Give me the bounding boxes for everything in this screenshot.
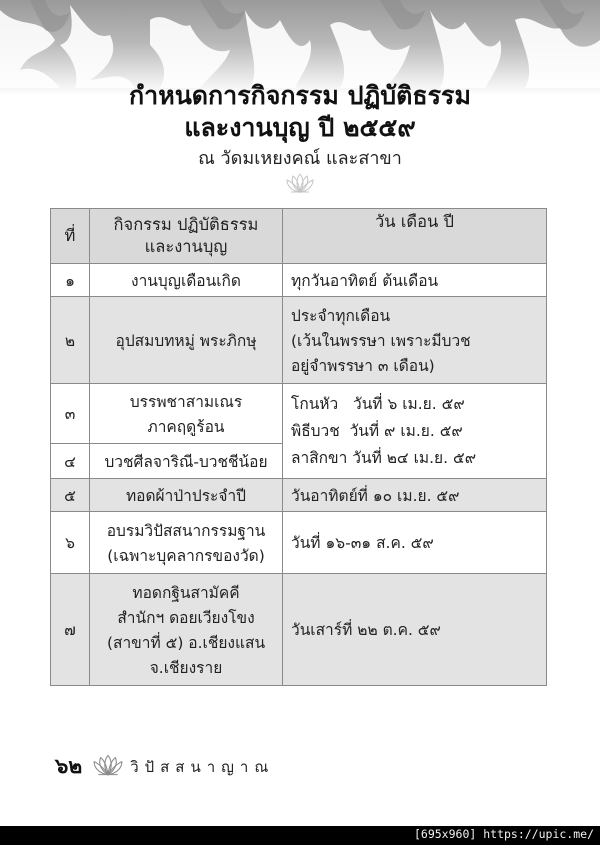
activity-text: ทอดผ้าป่าประจำปี [125,486,247,505]
activity-cell [90,479,283,512]
lotus-icon [285,172,315,198]
header-activity [90,209,283,264]
header-date: วัน เดือน ปี [283,209,547,264]
date-text: วันที่ ๑๖-๓๑ ส.ค. ๕๙ [291,534,434,552]
activity-text: สำนักฯ ดอยเวียงโขง [117,608,255,627]
activity-text: อุปสมบทหมู่ พระภิกษุ [115,331,257,350]
table-row [51,384,547,444]
page-footer [55,750,274,783]
activity-cell [90,444,283,479]
activity-cell [90,264,283,297]
book-title: วิปัสสนาญาณ [130,757,275,776]
activity-text: อบรมวิปัสสนากรรมฐาน [106,521,266,540]
row-number: ๑ [51,264,90,297]
row-number: ๖ [51,512,90,574]
date-text: วันเสาร์ที่ ๒๒ ต.ค. ๕๙ [291,621,441,639]
title-block [0,80,600,172]
activity-cell [90,384,283,444]
table-row [51,297,547,384]
header-activity-line-2: และงานบุญ [144,237,228,256]
activity-cell [90,574,283,686]
row-number: ๕ [51,479,90,512]
schedule-table [50,208,547,686]
table-row [51,479,547,512]
date-cell-merged [283,384,547,479]
date-cell [283,479,547,512]
page-title-line-1: กำหนดการกิจกรรม ปฏิบัติธรรม [129,81,471,110]
lotus-icon [92,753,124,781]
table-row [51,512,547,574]
date-cell [283,264,547,297]
date-text: ลาสิกขา วันที่ ๒๔ เม.ย. ๕๙ [291,448,477,467]
date-text: ทุกวันอาทิตย์ ต้นเดือน [291,271,439,290]
date-cell [283,512,547,574]
table-row [51,574,547,686]
row-number: ๔ [51,444,90,479]
row-number: ๒ [51,297,90,384]
table-header-row [51,209,547,264]
row-number: ๓ [51,384,90,444]
page-number: ๖๒ [55,754,83,778]
date-cell [283,574,547,686]
activity-cell [90,512,283,574]
activity-text: (เฉพาะบุคลากรของวัด) [107,546,265,565]
activity-text: งานบุญเดือนเกิด [131,271,241,290]
activity-cell [90,297,283,384]
date-text: พิธีบวช วันที่ ๙ เม.ย. ๕๙ [291,421,463,440]
date-text: อยู่จำพรรษา ๓ เดือน) [291,356,435,375]
page-title-line-2: และงานบุญ ปี ๒๕๕๙ [184,113,416,142]
date-cell [283,297,547,384]
image-watermark: [695x960] https://upic.me/ [413,827,594,841]
activity-text: ทอดกฐินสามัคคี [132,583,240,602]
row-number: ๗ [51,574,90,686]
activity-text: บวชศีลจาริณี-บวชชีน้อย [104,452,268,471]
date-text: โกนหัว วันที่ ๖ เม.ย. ๕๙ [291,394,465,413]
activity-text: ภาคฤดูร้อน [147,417,225,436]
activity-text: จ.เชียงราย [149,658,223,677]
header-no: ที่ [51,209,90,264]
table-row [51,264,547,297]
activity-text: บรรพชาสามเณร [129,392,243,411]
page-subtitle: ณ วัดมเหยงคณ์ และสาขา [198,148,402,169]
date-text: (เว้นในพรรษา เพราะมีบวช [291,331,471,350]
date-text: วันอาทิตย์ที่ ๑๐ เม.ย. ๕๙ [291,486,460,505]
activity-text: (สาขาที่ ๕) อ.เชียงแสน [106,633,266,652]
date-text: ประจำทุกเดือน [291,306,391,325]
header-activity-line-1: กิจกรรม ปฏิบัติธรรม [113,215,259,234]
